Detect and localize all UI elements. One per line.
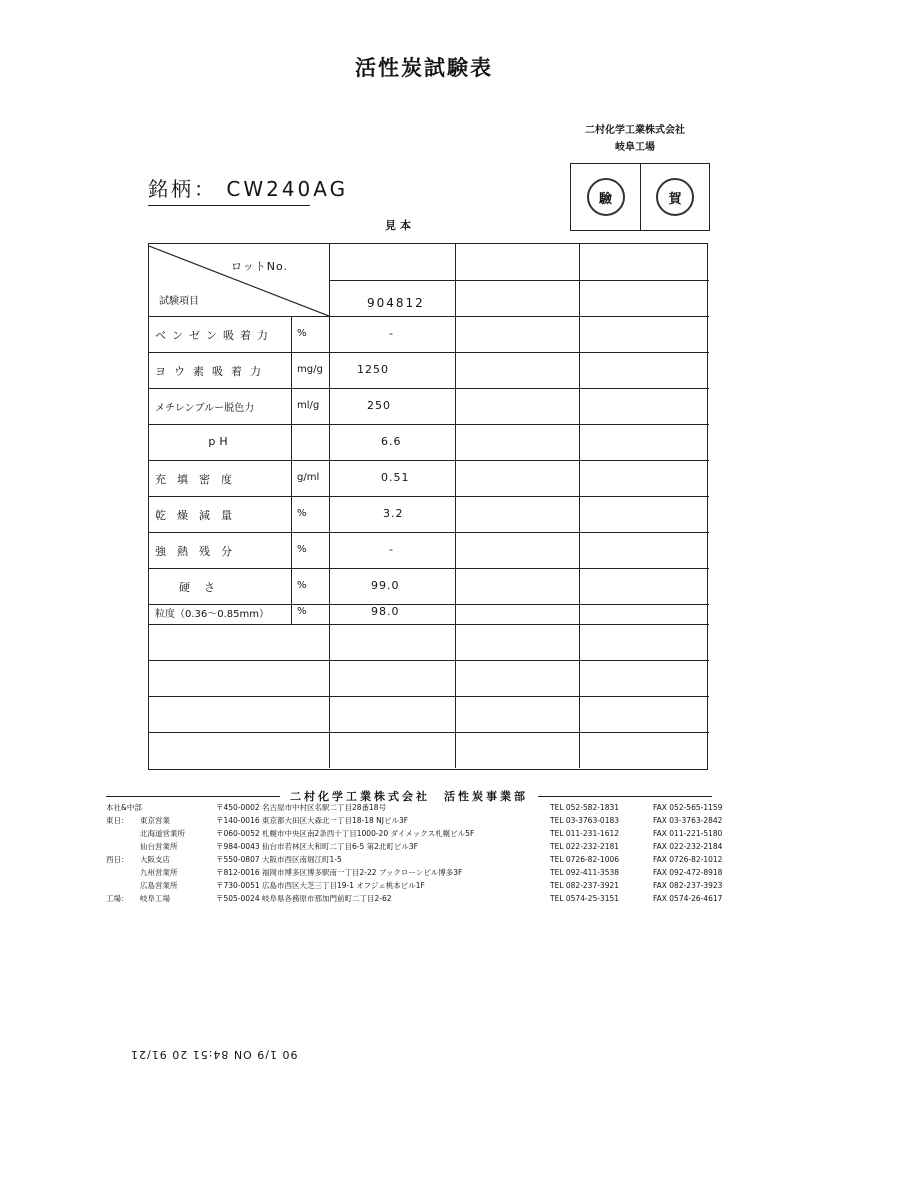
unit-methylene-blue: ml/g (297, 400, 320, 411)
contact-office: 大阪支店 (140, 855, 170, 864)
contact-row (106, 879, 742, 892)
contact-address: 〒812-0016 福岡市博多区博多駅南一丁目2-22 ブックローンビル博多3F (216, 868, 463, 877)
contact-row (106, 840, 742, 853)
lot-number: 904812 (367, 296, 425, 310)
contact-tel: TEL 0726-82-1006 (550, 855, 620, 864)
value-benzene: - (389, 327, 394, 340)
item-drying-loss: 乾燥減量 (155, 509, 243, 522)
contact-fax: FAX 011-221-5180 (653, 829, 723, 838)
contact-row (106, 892, 742, 905)
contact-region: 西日： (106, 855, 129, 864)
contact-office: 仙台営業所 (140, 842, 178, 851)
row-divider (149, 532, 709, 533)
contact-address: 〒060-0052 札幌市中央区南2条西十丁目1000-20 ダイメックス札幌ビル5F (216, 829, 475, 838)
item-methylene-blue: メチレンブルー脱色力 (155, 403, 255, 414)
row-divider (149, 660, 709, 661)
contact-address: 〒450-0002 名古屋市中村区名駅二丁目28番18号 (216, 803, 387, 812)
contact-list (106, 801, 742, 905)
approval-stamps (570, 163, 710, 231)
sample-heading: 見本 (385, 219, 415, 232)
contact-office: 九州営業所 (140, 868, 178, 877)
contact-fax: FAX 052-565-1159 (653, 803, 723, 812)
row-divider (149, 316, 709, 317)
contact-region: 東日： (106, 816, 129, 825)
value-hardness: 99.0 (371, 579, 400, 592)
footer-rule (538, 796, 712, 797)
row-divider (149, 352, 709, 353)
unit-packing-density: g/ml (297, 472, 320, 483)
item-benzene: ベンゼン吸着力 (155, 329, 274, 342)
contact-office: 広島営業所 (140, 881, 178, 890)
row-divider (149, 388, 709, 389)
unit-drying-loss: % (297, 508, 307, 519)
footer-company-name: 二村化学工業株式会社 活性炭事業部 (290, 790, 528, 803)
test-table (148, 243, 708, 770)
contact-region: 工場： (106, 894, 129, 903)
contact-fax: FAX 082-237-3923 (653, 881, 723, 890)
contact-fax: FAX 022-232-2184 (653, 842, 723, 851)
row-divider (149, 732, 709, 733)
contact-fax: FAX 092-472-8918 (653, 868, 723, 877)
contact-office: 岐阜工場 (140, 894, 170, 903)
contact-tel: TEL 052-582-1831 (550, 803, 620, 812)
contact-tel: TEL 022-232-2181 (550, 842, 620, 851)
contact-office: 北海道営業所 (140, 829, 185, 838)
contact-address: 〒984-0043 仙台市若林区大和町二丁目6-5 第2北町ビル3F (216, 842, 418, 851)
row-divider (149, 624, 709, 625)
contact-row (106, 866, 742, 879)
column-divider (579, 244, 580, 768)
value-ignition-residue: - (389, 543, 394, 556)
document-title: 活性炭試験表 (355, 56, 493, 80)
value-ph: 6.6 (381, 435, 402, 448)
contact-tel: TEL 092-411-3538 (550, 868, 620, 877)
contact-tel: TEL 082-237-3921 (550, 881, 620, 890)
stamp-box-1 (571, 164, 640, 230)
brand-label: 銘柄： (148, 177, 217, 201)
row-divider (149, 568, 709, 569)
contact-fax: FAX 0726-82-1012 (653, 855, 723, 864)
unit-divider (291, 316, 292, 624)
contact-fax: FAX 0574-26-4617 (653, 894, 723, 903)
contact-tel: TEL 03-3763-0183 (550, 816, 620, 825)
seal-stamp: 賀 (656, 178, 694, 216)
unit-benzene: % (297, 328, 307, 339)
fax-transmission-header: 90 1/9 ON 84:51 20 91/21 (130, 1048, 298, 1061)
column-divider (329, 244, 330, 768)
contact-office: 東京営業 (140, 816, 170, 825)
value-particle-size: 98.0 (371, 605, 400, 618)
row-divider (149, 496, 709, 497)
lot-no-label: ロットNo. (231, 260, 289, 273)
contact-row (106, 827, 742, 840)
contact-row (106, 853, 742, 866)
brand-line (148, 173, 348, 202)
brand-underline (148, 205, 310, 206)
item-particle-size: 粒度（0.36～0.85mm） (155, 609, 270, 620)
row-divider (329, 280, 709, 281)
value-iodine: 1250 (357, 363, 389, 376)
column-divider (455, 244, 456, 768)
item-iodine: ヨウ素吸着力 (155, 365, 269, 378)
unit-particle-size: % (297, 606, 307, 617)
test-item-label: 試験項目 (159, 296, 199, 307)
item-packing-density: 充填密度 (155, 473, 243, 486)
row-divider (149, 424, 709, 425)
row-divider (149, 696, 709, 697)
contact-address: 〒730-0051 広島市西区大芝三丁目19-1 オフジェ桃本ビル1F (216, 881, 425, 890)
issuer-company: 二村化学工業株式会社 (585, 125, 685, 136)
contact-address: 〒505-0024 岐阜県各務原市那加門前町二丁目2-62 (216, 894, 392, 903)
contact-tel: TEL 011-231-1612 (550, 829, 620, 838)
issuer-plant: 岐阜工場 (615, 142, 655, 153)
unit-ignition-residue: % (297, 544, 307, 555)
seal-stamp: 驗 (587, 178, 625, 216)
value-methylene-blue: 250 (367, 399, 391, 412)
value-packing-density: 0.51 (381, 471, 410, 484)
contact-region: 本社&中部 (106, 803, 142, 812)
contact-tel: TEL 0574-25-3151 (550, 894, 620, 903)
brand-value: CW240AG (226, 177, 349, 201)
contact-fax: FAX 03-3763-2842 (653, 816, 723, 825)
contact-row (106, 814, 742, 827)
footer-rule (106, 796, 280, 797)
item-ph: pH (208, 435, 232, 448)
value-drying-loss: 3.2 (383, 507, 404, 520)
stamp-box-2 (640, 164, 709, 230)
contact-address: 〒140-0016 東京都大田区大森北一丁目18-18 NJビル3F (216, 816, 409, 825)
unit-hardness: % (297, 580, 307, 591)
row-divider (149, 460, 709, 461)
contact-address: 〒550-0807 大阪市西区南堀江町1-5 (216, 855, 342, 864)
contact-row (106, 801, 742, 814)
issuer-block (560, 122, 710, 156)
unit-iodine: mg/g (297, 364, 323, 375)
item-hardness: 硬さ (179, 581, 229, 594)
item-ignition-residue: 強熱残分 (155, 545, 243, 558)
